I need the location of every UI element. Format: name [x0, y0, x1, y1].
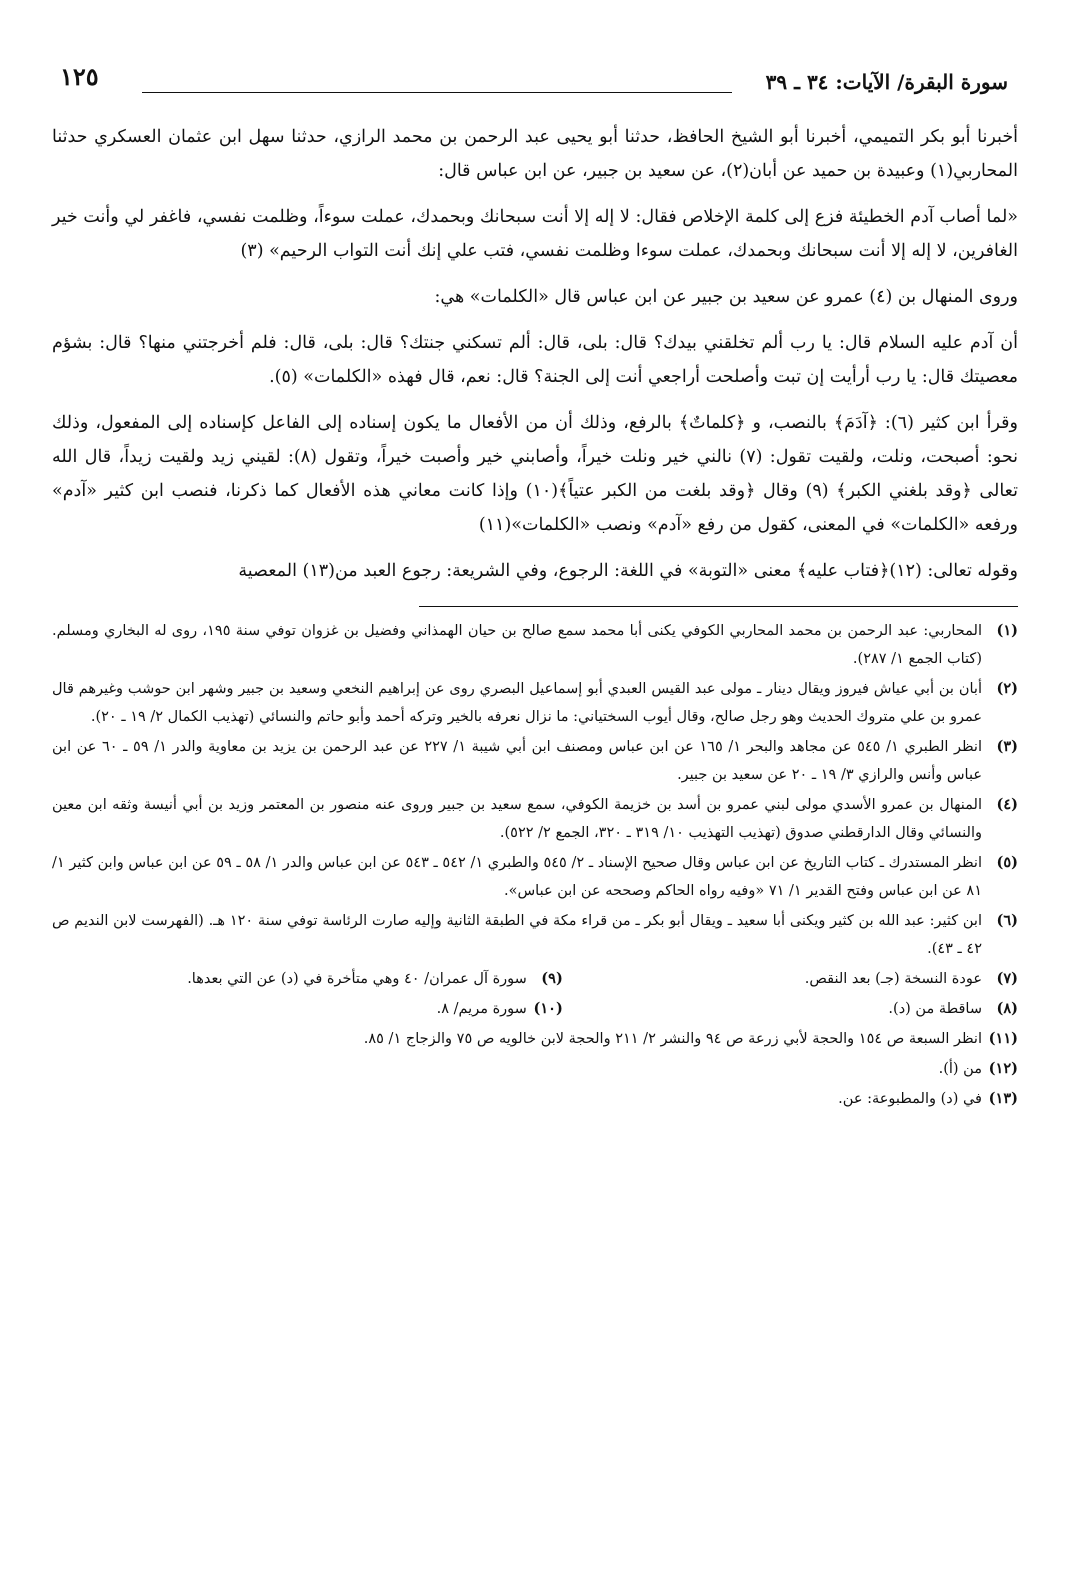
footnote	[583, 995, 1018, 1023]
footnote-number: (١)	[996, 622, 1018, 639]
main-text	[52, 120, 1018, 588]
paragraph: أن آدم عليه السلام قال: يا رب ألم تخلقني بيدك؟ قال: بلى، قال: ألم تسكني جنتك؟ قال: بلى، قال: فلم أخرجتني منها؟ قال: بشؤم معصيتك قال: يا رب أرأيت إن تبت وأصلحت أراجعي أنت إلى الجنة؟ قال: نعم، قال فهذه «الكلمات» (٥).	[52, 333, 1018, 387]
footnote	[52, 849, 1018, 905]
footnote-text: المنهال بن عمرو الأسدي مولى لبني عمرو بن أسد بن خزيمة الكوفي، سمع سعيد بن جبير وروى عنه منصور بن المعتمر وزيد بن أبي أنيسة وثقه ابن معين والنسائي وقال الدارقطني صدوق (تهذيب التهذيب ١٠/ ٣١٩ ـ ٣٢٠، الجمع ٢/ ٥٢٢).	[52, 797, 982, 841]
footnote-text: في (د) والمطبوعة: عن.	[838, 1091, 982, 1107]
footnote-pair-row	[52, 995, 1018, 1025]
footnote-number: (١١)	[988, 1030, 1018, 1047]
footnote	[52, 965, 583, 993]
paragraph: «لما أصاب آدم الخطيئة فزع إلى كلمة الإخلاص فقال: لا إله إلا أنت سبحانك وبحمدك، عملت سوءاً، وظلمت نفسي، فاغفر لي وأنت خير الغافرين، لا إله إلا أنت سبحانك وبحمدك، عملت سوءا وظلمت نفسي، فتب علي إنك أنت التواب الرحيم» (٣)	[52, 207, 1018, 261]
page-number: ١٢٥	[60, 62, 99, 91]
footnote-number: (١٢)	[988, 1060, 1018, 1077]
footnote	[52, 1085, 1018, 1113]
footnote-text: سورة مريم/ ٨.	[436, 1001, 527, 1017]
footnote-text: انظر المستدرك ـ كتاب التاريخ عن ابن عباس وقال صحيح الإسناد ـ ٢/ ٥٤٥ والطبري ١/ ٥٤٢ ـ ٥٤٣ عن ابن عباس والدر ١/ ٥٨ ـ ٥٩ عن ابن عباس وابن كثير ١/ ٨١ عن ابن عباس وفتح القدير ١/ ٧١ «وفيه رواه الحاكم وصححه عن ابن عباس».	[52, 855, 982, 899]
paragraph: وروى المنهال بن (٤) عمرو عن سعيد بن جبير عن ابن عباس قال «الكلمات» هي:	[434, 287, 1018, 307]
footnote-pair-row	[52, 965, 1018, 995]
surah-title: سورة البقرة/ الآيات: ٣٤ ـ ٣٩	[765, 70, 1008, 94]
header-rule	[142, 92, 732, 93]
footnote-text: أبان بن أبي عياش فيروز ويقال دينار ـ مولى عبد القيس العبدي أبو إسماعيل البصري روى عن إبراهيم النخعي وسعيد بن جبير وشهر ابن حوشب وغيرهم قال عمرو بن علي متروك الحديث وهو رجل صالح، وقال أيوب السختياني: ما نزال نعرفه بالخير وتركه أحمد وأبو حاتم والنسائي (تهذيب الكمال ٢/ ١٩ ـ ٢٠).	[52, 681, 982, 725]
paragraph: أخبرنا أبو بكر التميمي، أخبرنا أبو الشيخ الحافظ، حدثنا أبو يحيى عبد الرحمن بن محمد الرازي، حدثنا سهل ابن عثمان العسكري حدثنا المحاربي(١) وعبيدة بن حميد عن أبان(٢)، عن سعيد بن جبير، عن ابن عباس قال:	[52, 127, 1018, 181]
footnote	[52, 1055, 1018, 1083]
footnote-text: انظر الطبري ١/ ٥٤٥ عن مجاهد والبحر ١/ ١٦٥ عن ابن عباس ومصنف ابن أبي شيبة ١/ ٢٢٧ عن عبد الرحمن بن يزيد بن معاوية والدر ١/ ٥٩ ـ ٦٠ عن ابن عباس وأنس والرازي ٣/ ١٩ ـ ٢٠ عن سعيد بن جبير.	[52, 739, 982, 783]
footnote	[583, 965, 1018, 993]
paragraph: وقوله تعالى: (١٢)﴿فتاب عليه﴾ معنى «التوبة» في اللغة: الرجوع، وفي الشريعة: رجوع العبد من(١٣) المعصية	[238, 561, 1018, 581]
footnote	[52, 617, 1018, 673]
footnote-number: (٢)	[996, 680, 1018, 697]
footnote-text: ابن كثير: عبد الله بن كثير ويكنى أبا سعيد ـ ويقال أبو بكر ـ من قراء مكة في الطبقة الثانية وإليه صارت الرئاسة توفي سنة ١٢٠ هـ. (الفهرست لابن النديم ص ٤٢ ـ ٤٣).	[52, 913, 982, 957]
footnote-number: (٣)	[996, 738, 1018, 755]
footnote	[52, 675, 1018, 731]
footnote-number: (٤)	[996, 796, 1018, 813]
footnote-text: ساقطة من (د).	[888, 1001, 982, 1017]
footnote	[52, 791, 1018, 847]
footnote-number: (٦)	[996, 912, 1018, 929]
footnote-number: (٥)	[996, 854, 1018, 871]
footnote	[52, 907, 1018, 963]
footnote-number: (٩)	[541, 970, 563, 987]
footnote-number: (١٠)	[533, 1000, 563, 1017]
footnote	[52, 1025, 1018, 1053]
footnote-text: عودة النسخة (جـ) بعد النقص.	[804, 971, 982, 987]
footnote-number: (١٣)	[988, 1090, 1018, 1107]
paragraph: وقرأ ابن كثير (٦): ﴿آدَمَ﴾ بالنصب، و ﴿كلماتٌ﴾ بالرفع، وذلك أن من الأفعال ما يكون إسناده إلى الفاعل كإسناده إلى المفعول، وذلك نحو: أصبحت، ونلت، ولقيت تقول: (٧) نالني خير ونلت خيراً، وأصابني خير وأصبت خيراً، وتقول (٨): لقيني زيد ولقيت زيداً، قال الله تعالى ﴿وقد بلغني الكبر﴾ (٩) وقال ﴿وقد بلغت من الكبر عتياً﴾(١٠) وإذا كانت معاني هذه الأفعال كما ذكرنا، فنصب ابن كثير «آدم» ورفعه «الكلمات» في المعنى، كقول من رفع «آدم» ونصب «الكلمات»(١١)	[52, 413, 1019, 535]
footnote-text: انظر السبعة ص ١٥٤ والحجة لأبي زرعة ص ٩٤ والنشر ٢/ ٢١١ والحجة لابن خالويه ص ٧٥ والزجاج ١/ ٨٥.	[363, 1031, 982, 1047]
footnote	[52, 995, 583, 1023]
footnote-rule	[419, 606, 1018, 607]
footnote-number: (٨)	[996, 1000, 1018, 1017]
footnote-number: (٧)	[996, 970, 1018, 987]
footnotes	[52, 617, 1018, 1113]
footnote-text: المحاربي: عبد الرحمن بن محمد المحاربي الكوفي يكنى أبا محمد سمع صالح بن حيان الهمذاني وفضيل بن غزوان توفي سنة ١٩٥، روى له البخاري ومسلم. (كتاب الجمع ١/ ٢٨٧).	[52, 623, 982, 667]
page-header	[52, 56, 1018, 100]
footnote	[52, 733, 1018, 789]
footnote-text: سورة آل عمران/ ٤٠ وهي متأخرة في (د) عن التي بعدها.	[187, 971, 527, 987]
footnote-text: من (أ).	[938, 1061, 982, 1077]
